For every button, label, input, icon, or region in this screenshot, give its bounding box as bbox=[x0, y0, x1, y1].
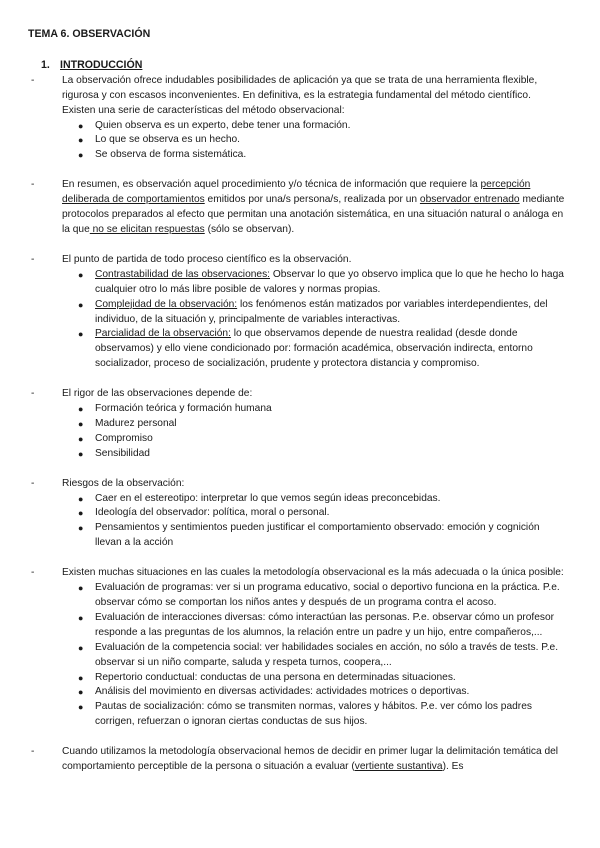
underlined-term: no se elicitan respuestas bbox=[89, 223, 205, 235]
paragraph-rigor bbox=[28, 387, 566, 402]
paragraph-text: Riesgos de la observación: bbox=[62, 477, 185, 489]
underlined-term: Complejidad de la observación: bbox=[95, 298, 238, 310]
dash-marker: - bbox=[31, 74, 35, 86]
paragraph-text: La observación ofrece indudables posibilidades de aplicación ya que se trata de una herramienta flexible, rigurosa y con escasos inconvenientes. En definitiva, es la estrategia fundamental del método científico. Existen una serie de características del método observacional: bbox=[62, 74, 538, 116]
underlined-term: observador entrenado bbox=[419, 194, 520, 206]
bullet-icon: ● bbox=[78, 612, 84, 623]
bullet-list-characteristics bbox=[78, 119, 566, 164]
section-heading bbox=[41, 58, 566, 73]
section-title: INTRODUCCIÓN bbox=[60, 58, 143, 71]
paragraph-text: Cuando utilizamos la metodología observacional hemos de decidir en primer lugar la delimitación temática del comportamiento perceptible de la persona o situación a evaluar (vertiente sustantiva). Es bbox=[62, 746, 559, 773]
list-item: ● Evaluación de interacciones diversas: cómo interactúan las personas. P.e. observar cómo un profesor responde a las preguntas de los alumnos, la relación entre un padre y un hijo, entre compañeros,... bbox=[78, 611, 566, 641]
bullet-icon: ● bbox=[78, 687, 84, 698]
bullet-icon: ● bbox=[78, 120, 84, 131]
dash-marker: - bbox=[31, 477, 35, 489]
dash-marker: - bbox=[31, 179, 35, 191]
bullet-list-risks bbox=[78, 492, 566, 552]
list-item: ● Ideología del observador: política, moral o personal. bbox=[78, 506, 566, 521]
section-number: 1. bbox=[41, 58, 50, 71]
list-item: ● Evaluación de la competencia social: ver habilidades sociales en acción, no sólo a través de tests. P.e. observar si un niño comparte, saluda y respeta turnos, coopera,... bbox=[78, 641, 566, 671]
dash-marker: - bbox=[31, 567, 35, 579]
paragraph-starting-point bbox=[28, 253, 566, 268]
list-item: ● Pensamientos y sentimientos pueden justificar el comportamiento observado: emoción y cognición llevan a la acción bbox=[78, 521, 566, 551]
bullet-icon: ● bbox=[78, 404, 84, 415]
paragraph-text: El rigor de las observaciones depende de: bbox=[62, 388, 253, 400]
bullet-icon: ● bbox=[78, 642, 84, 653]
list-item: ● Pautas de socialización: cómo se transmiten normas, valores y hábitos. P.e. ver cómo los padres corrigen, refuerzan o ignoran ciertas conductas de sus hijos. bbox=[78, 700, 566, 730]
list-item: ● Lo que se observa es un hecho. bbox=[78, 133, 566, 148]
bullet-icon: ● bbox=[78, 493, 84, 504]
underlined-term: vertiente sustantiva bbox=[354, 761, 443, 773]
paragraph-intro bbox=[28, 74, 566, 119]
bullet-icon: ● bbox=[78, 299, 84, 310]
dash-marker: - bbox=[31, 388, 35, 400]
document-title: TEMA 6. OBSERVACIÓN bbox=[28, 28, 151, 40]
bullet-icon: ● bbox=[78, 448, 84, 459]
bullet-icon: ● bbox=[78, 135, 84, 146]
dash-marker: - bbox=[31, 746, 35, 758]
bullet-icon: ● bbox=[78, 523, 84, 534]
list-item: ● Madurez personal bbox=[78, 417, 566, 432]
list-item: ● Parcialidad de la observación: lo que observamos depende de nuestra realidad (desde donde observamos) y ello viene condicionado por: formación académica, observación indirecta, entorno socializador, proceso de socialización, prudente y protectora distancia y compromiso. bbox=[78, 327, 566, 372]
underlined-term: percepción deliberada de comportamientos bbox=[62, 179, 531, 206]
paragraph-summary bbox=[28, 178, 566, 238]
list-item: ● Se observa de forma sistemática. bbox=[78, 148, 566, 163]
paragraph-situations bbox=[28, 566, 566, 581]
paragraph-methodology bbox=[28, 745, 566, 775]
list-item: ● Formación teórica y formación humana bbox=[78, 402, 566, 417]
list-item: ● Evaluación de programas: ver si un programa educativo, social o deportivo funciona en la práctica. P.e. observar cómo se comportan los niños antes y después de un programa contra el acoso. bbox=[78, 581, 566, 611]
bullet-icon: ● bbox=[78, 583, 84, 594]
underlined-term: Contrastabilidad de las observaciones: bbox=[95, 268, 270, 280]
list-item: ● Análisis del movimiento en diversas actividades: actividades motrices o deportivas. bbox=[78, 685, 566, 700]
underlined-term: Parcialidad de la observación: bbox=[95, 328, 231, 340]
dash-marker: - bbox=[31, 253, 35, 265]
paragraph-text: El punto de partida de todo proceso científico es la observación. bbox=[62, 253, 352, 265]
list-item: ● Sensibilidad bbox=[78, 447, 566, 462]
bullet-list-situations bbox=[78, 581, 566, 730]
bullet-icon: ● bbox=[78, 150, 84, 161]
bullet-icon: ● bbox=[78, 702, 84, 713]
bullet-icon: ● bbox=[78, 672, 84, 683]
list-item: ● Contrastabilidad de las observaciones: Observar lo que yo observo implica que lo que he hecho lo haga cualquier otro lo más libre posible de valores y normas propias. bbox=[78, 268, 566, 298]
bullet-icon: ● bbox=[78, 269, 84, 280]
paragraph-text: En resumen, es observación aquel procedimiento y/o técnica de información que requiere la percepción deliberada de comportamientos emitidos por una/s persona/s, realizada por un observador entrenado mediante protocolos preparados al efecto que permitan una anotación sistemática, en una situación natural o análoga en la que no se elicitan respuestas (sólo se observan). bbox=[62, 179, 565, 235]
list-item: ● Repertorio conductual: conductas de una persona en determinadas situaciones. bbox=[78, 671, 566, 686]
paragraph-text: Existen muchas situaciones en las cuales la metodología observacional es la más adecuada o la única posible: bbox=[62, 567, 564, 579]
list-item: ● Quien observa es un experto, debe tener una formación. bbox=[78, 119, 566, 134]
bullet-icon: ● bbox=[78, 433, 84, 444]
bullet-icon: ● bbox=[78, 418, 84, 429]
paragraph-risks bbox=[28, 477, 566, 492]
bullet-list-observation-features bbox=[78, 268, 566, 372]
bullet-icon: ● bbox=[78, 508, 84, 519]
list-item: ● Compromiso bbox=[78, 432, 566, 447]
list-item: ● Caer en el estereotipo: interpretar lo que vemos según ideas preconcebidas. bbox=[78, 492, 566, 507]
bullet-list-rigor bbox=[78, 402, 566, 462]
list-item: ● Complejidad de la observación: los fenómenos están matizados por variables interdependientes, del individuo, de la situación y, principalmente de variables interactivas. bbox=[78, 298, 566, 328]
bullet-icon: ● bbox=[78, 329, 84, 340]
